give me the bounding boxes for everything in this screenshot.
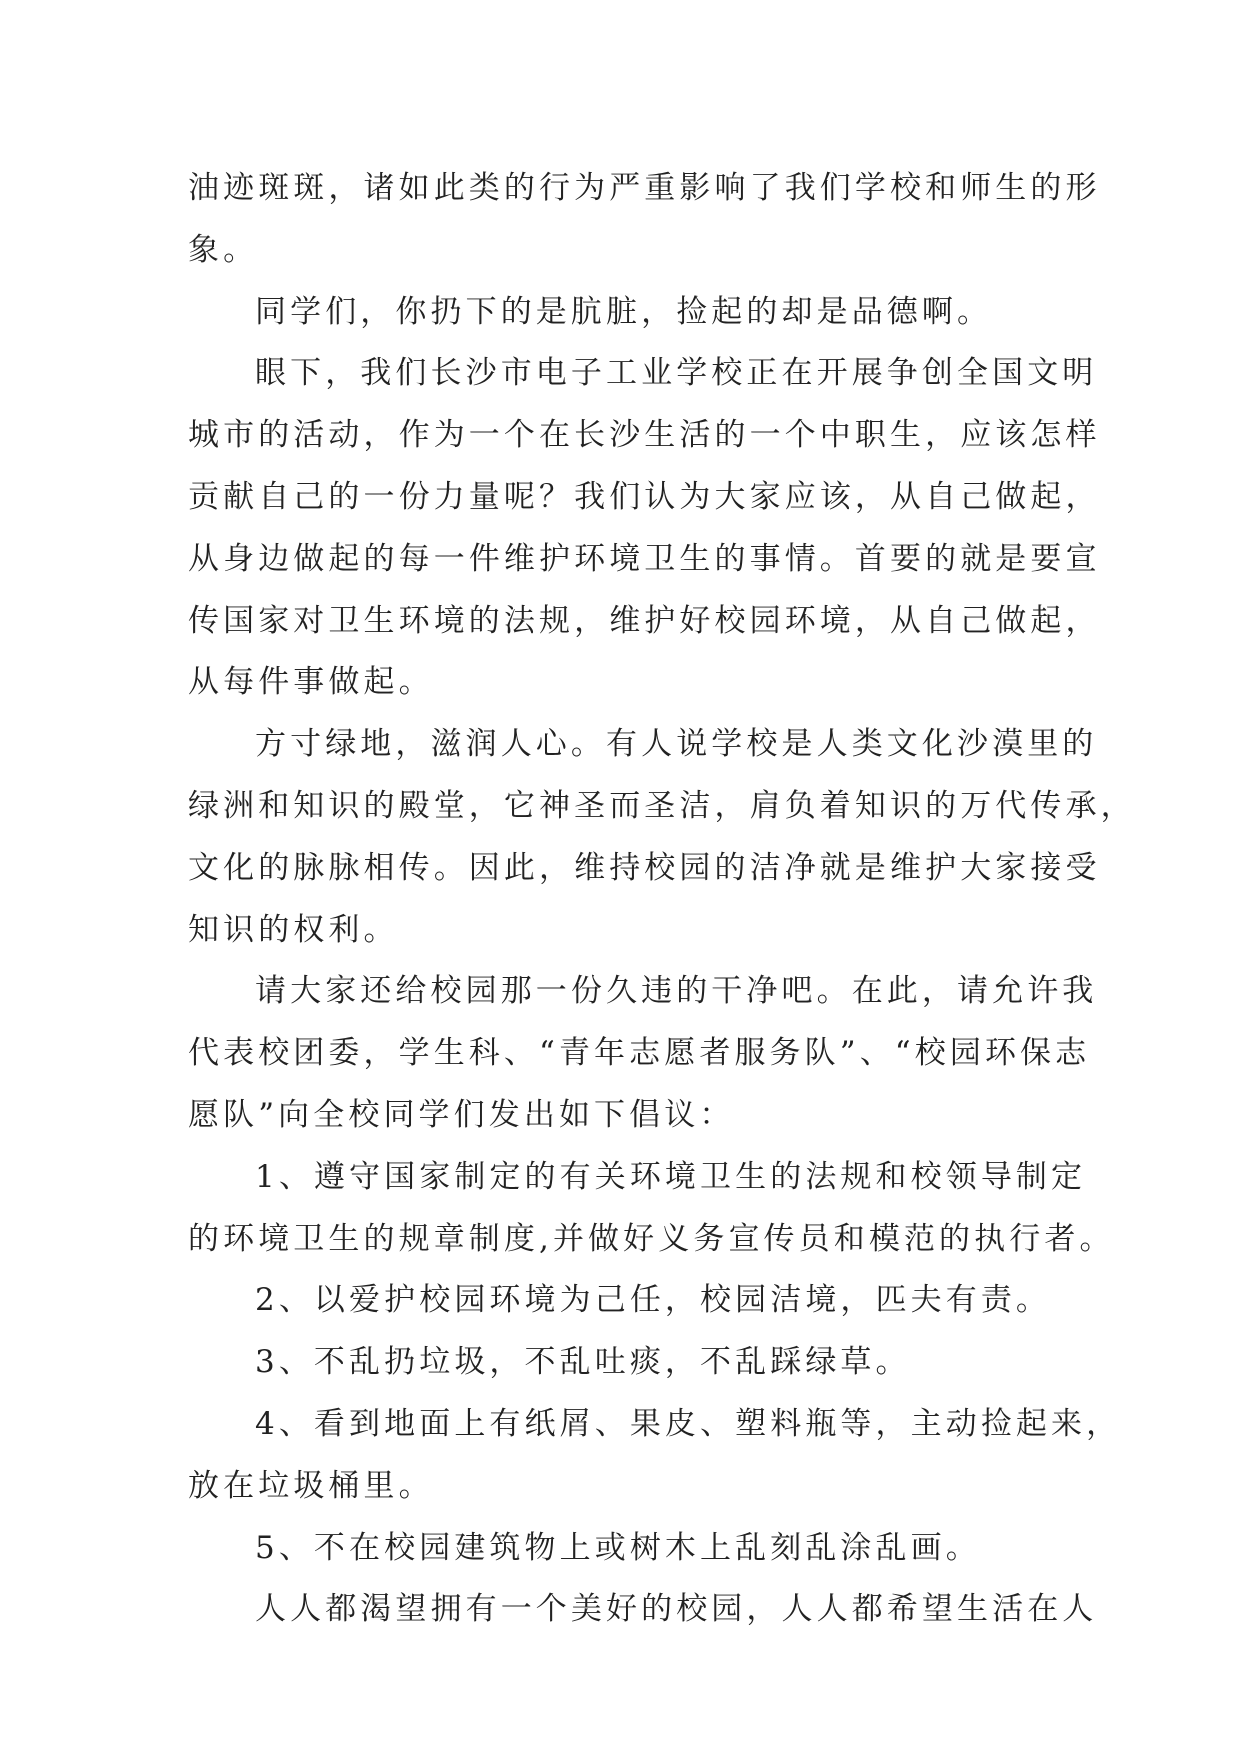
text-line: 知识的权利。 xyxy=(188,911,399,948)
text-line: 1、遵守国家制定的有关环境卫生的法规和校领导制定 xyxy=(255,1158,1087,1195)
document-body xyxy=(188,158,1136,1641)
text-line: 的环境卫生的规章制度,并做好义务宣传员和模范的执行者。 xyxy=(188,1220,1115,1257)
text-line: 代表校团委，学生科、“青年志愿者服务队”、“校园环保志 xyxy=(188,1035,1091,1072)
text-line: 方寸绿地，滋润人心。有人说学校是人类文化沙漠里的 xyxy=(255,726,1098,763)
text-line: 愿队”向全校同学们发出如下倡议： xyxy=(188,1096,735,1133)
text-line: 油迹斑斑，诸如此类的行为严重影响了我们学校和师生的形 xyxy=(188,170,1101,206)
text-line: 象。 xyxy=(188,231,259,268)
text-line: 5、不在校园建筑物上或树木上乱刻乱涂乱画。 xyxy=(255,1529,981,1566)
text-line: 请大家还给校园那一份久违的干净吧。在此，请允许我 xyxy=(255,973,1098,1010)
text-line: 从每件事做起。 xyxy=(188,664,434,701)
text-line: 绿洲和知识的殿堂，它神圣而圣洁，肩负着知识的万代传承， xyxy=(188,787,1136,824)
text-line: 人人都渴望拥有一个美好的校园，人人都希望生活在人 xyxy=(255,1591,1098,1628)
text-line: 放在垃圾桶里。 xyxy=(188,1467,434,1504)
text-line: 3、不乱扔垃圾，不乱吐痰，不乱踩绿草。 xyxy=(255,1344,911,1381)
text-line: 同学们，你扔下的是肮脏，捡起的却是品德啊。 xyxy=(255,293,993,330)
text-line: 4、看到地面上有纸屑、果皮、塑料瓶等，主动捡起来， xyxy=(255,1405,1122,1442)
text-line: 城市的活动，作为一个在长沙生活的一个中职生，应该怎样 xyxy=(188,417,1101,454)
text-line: 文化的脉脉相传。因此，维持校园的洁净就是维护大家接受 xyxy=(188,849,1101,886)
text-line: 从身边做起的每一件维护环境卫生的事情。首要的就是要宣 xyxy=(188,540,1101,577)
text-line: 传国家对卫生环境的法规，维护好校园环境，从自己做起， xyxy=(188,602,1101,639)
text-line: 2、以爱护校园环境为己任，校园洁境，匹夫有责。 xyxy=(255,1282,1052,1319)
text-line: 贡献自己的一份力量呢？我们认为大家应该，从自己做起， xyxy=(188,478,1101,515)
text-line: 眼下，我们长沙市电子工业学校正在开展争创全国文明 xyxy=(255,355,1098,392)
